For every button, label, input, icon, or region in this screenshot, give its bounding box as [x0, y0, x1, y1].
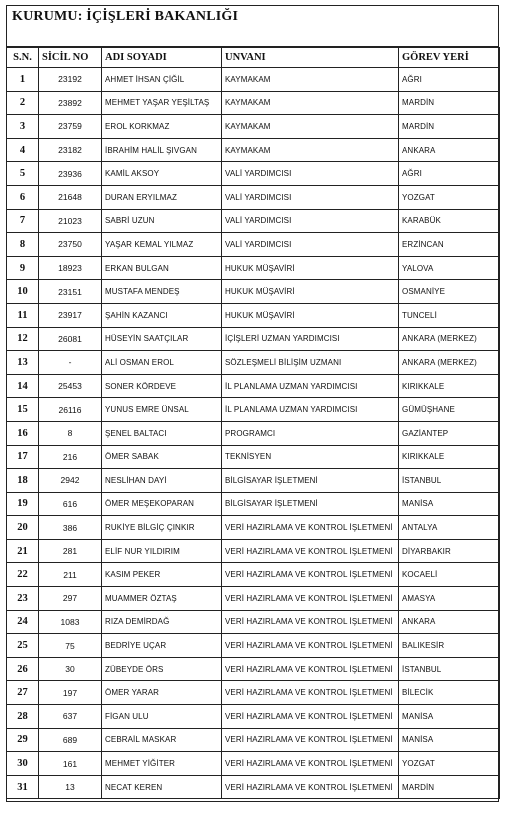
- row-adi-soyadi: CEBRAİL MASKAR: [102, 728, 222, 752]
- row-adi-soyadi: ŞAHİN KAZANCI: [102, 303, 222, 327]
- row-sn: 14: [7, 374, 39, 398]
- personnel-table: [6, 47, 500, 799]
- row-sn: 31: [7, 775, 39, 799]
- row-gorev-yeri: TUNCELİ: [399, 303, 500, 327]
- row-sn: 3: [7, 115, 39, 139]
- table-row: [7, 539, 500, 563]
- row-sn: 8: [7, 233, 39, 257]
- row-adi-soyadi: ERKAN BULGAN: [102, 256, 222, 280]
- row-sicil-no: 26081: [39, 327, 102, 351]
- row-gorev-yeri: MARDİN: [399, 115, 500, 139]
- row-sicil-no: 23151: [39, 280, 102, 304]
- table-row: [7, 209, 500, 233]
- row-unvani: SÖZLEŞMELİ BİLİŞİM UZMANI: [222, 351, 399, 375]
- row-adi-soyadi: ALİ OSMAN EROL: [102, 351, 222, 375]
- row-sicil-no: 689: [39, 728, 102, 752]
- row-unvani: VALİ YARDIMCISI: [222, 162, 399, 186]
- row-sn: 1: [7, 68, 39, 92]
- table-header-row: [7, 48, 500, 68]
- row-unvani: HUKUK MÜŞAVİRİ: [222, 256, 399, 280]
- row-gorev-yeri: ANTALYA: [399, 516, 500, 540]
- row-sicil-no: 13: [39, 775, 102, 799]
- row-unvani: VERİ HAZIRLAMA VE KONTROL İŞLETMENİ: [222, 775, 399, 799]
- row-unvani: TEKNİSYEN: [222, 445, 399, 469]
- row-gorev-yeri: İSTANBUL: [399, 469, 500, 493]
- table-row: [7, 634, 500, 658]
- row-sn: 29: [7, 728, 39, 752]
- row-gorev-yeri: GAZİANTEP: [399, 421, 500, 445]
- row-gorev-yeri: MANİSA: [399, 705, 500, 729]
- row-gorev-yeri: KIRIKKALE: [399, 374, 500, 398]
- header-sn: S.N.: [7, 48, 39, 68]
- row-sicil-no: 23750: [39, 233, 102, 257]
- row-adi-soyadi: RIZA DEMİRDAĞ: [102, 610, 222, 634]
- row-sn: 23: [7, 587, 39, 611]
- table-row: [7, 138, 500, 162]
- row-sicil-no: 75: [39, 634, 102, 658]
- table-row: [7, 610, 500, 634]
- row-sn: 18: [7, 469, 39, 493]
- row-sicil-no: 26116: [39, 398, 102, 422]
- row-unvani: KAYMAKAM: [222, 68, 399, 92]
- row-gorev-yeri: ANKARA: [399, 610, 500, 634]
- row-gorev-yeri: MANİSA: [399, 492, 500, 516]
- row-unvani: VALİ YARDIMCISI: [222, 185, 399, 209]
- row-unvani: VERİ HAZIRLAMA VE KONTROL İŞLETMENİ: [222, 752, 399, 776]
- row-gorev-yeri: AMASYA: [399, 587, 500, 611]
- row-unvani: VERİ HAZIRLAMA VE KONTROL İŞLETMENİ: [222, 657, 399, 681]
- row-unvani: BİLGİSAYAR İŞLETMENİ: [222, 469, 399, 493]
- row-adi-soyadi: ŞENEL BALTACI: [102, 421, 222, 445]
- row-sicil-no: 2942: [39, 469, 102, 493]
- row-gorev-yeri: ANKARA (MERKEZ): [399, 327, 500, 351]
- row-unvani: VERİ HAZIRLAMA VE KONTROL İŞLETMENİ: [222, 587, 399, 611]
- table-row: [7, 256, 500, 280]
- table-row: [7, 115, 500, 139]
- table-row: [7, 421, 500, 445]
- row-sicil-no: 281: [39, 539, 102, 563]
- table-row: [7, 469, 500, 493]
- table-row: [7, 752, 500, 776]
- row-sicil-no: 23892: [39, 91, 102, 115]
- row-unvani: VERİ HAZIRLAMA VE KONTROL İŞLETMENİ: [222, 728, 399, 752]
- table-row: [7, 445, 500, 469]
- row-unvani: HUKUK MÜŞAVİRİ: [222, 303, 399, 327]
- row-adi-soyadi: YAŞAR KEMAL YILMAZ: [102, 233, 222, 257]
- table-row: [7, 68, 500, 92]
- row-gorev-yeri: AĞRI: [399, 68, 500, 92]
- row-sn: 7: [7, 209, 39, 233]
- row-sn: 6: [7, 185, 39, 209]
- row-unvani: VERİ HAZIRLAMA VE KONTROL İŞLETMENİ: [222, 516, 399, 540]
- row-gorev-yeri: MARDİN: [399, 91, 500, 115]
- row-unvani: VERİ HAZIRLAMA VE KONTROL İŞLETMENİ: [222, 705, 399, 729]
- row-unvani: VERİ HAZIRLAMA VE KONTROL İŞLETMENİ: [222, 634, 399, 658]
- row-sn: 4: [7, 138, 39, 162]
- row-adi-soyadi: EROL KORKMAZ: [102, 115, 222, 139]
- row-sicil-no: 23917: [39, 303, 102, 327]
- row-adi-soyadi: AHMET İHSAN ÇİĞİL: [102, 68, 222, 92]
- row-gorev-yeri: MARDİN: [399, 775, 500, 799]
- row-sicil-no: 23182: [39, 138, 102, 162]
- row-gorev-yeri: GÜMÜŞHANE: [399, 398, 500, 422]
- table-row: [7, 185, 500, 209]
- row-adi-soyadi: SONER KÖRDEVE: [102, 374, 222, 398]
- row-unvani: KAYMAKAM: [222, 91, 399, 115]
- header-sicil-no: SİCİL NO: [39, 48, 102, 68]
- row-sicil-no: 8: [39, 421, 102, 445]
- row-gorev-yeri: MANİSA: [399, 728, 500, 752]
- table-row: [7, 492, 500, 516]
- row-unvani: İL PLANLAMA UZMAN YARDIMCISI: [222, 374, 399, 398]
- row-sicil-no: 211: [39, 563, 102, 587]
- row-sn: 11: [7, 303, 39, 327]
- row-adi-soyadi: ÖMER SABAK: [102, 445, 222, 469]
- table-row: [7, 775, 500, 799]
- row-adi-soyadi: DURAN ERYILMAZ: [102, 185, 222, 209]
- table-row: [7, 91, 500, 115]
- row-sn: 22: [7, 563, 39, 587]
- table-row: [7, 162, 500, 186]
- row-adi-soyadi: NESLİHAN DAYİ: [102, 469, 222, 493]
- row-sn: 5: [7, 162, 39, 186]
- row-sn: 30: [7, 752, 39, 776]
- row-sn: 15: [7, 398, 39, 422]
- row-sicil-no: 21648: [39, 185, 102, 209]
- row-adi-soyadi: MEHMET YİĞİTER: [102, 752, 222, 776]
- header-unvani: UNVANI: [222, 48, 399, 68]
- row-unvani: VERİ HAZIRLAMA VE KONTROL İŞLETMENİ: [222, 610, 399, 634]
- row-sn: 9: [7, 256, 39, 280]
- row-unvani: VERİ HAZIRLAMA VE KONTROL İŞLETMENİ: [222, 563, 399, 587]
- row-unvani: BİLGİSAYAR İŞLETMENİ: [222, 492, 399, 516]
- row-sicil-no: 23936: [39, 162, 102, 186]
- institution-title: KURUMU: İÇİŞLERİ BAKANLIĞI: [12, 9, 239, 24]
- row-adi-soyadi: HÜSEYİN SAATÇILAR: [102, 327, 222, 351]
- table-row: [7, 681, 500, 705]
- row-gorev-yeri: KARABÜK: [399, 209, 500, 233]
- table-row: [7, 303, 500, 327]
- row-gorev-yeri: ERZİNCAN: [399, 233, 500, 257]
- row-unvani: VALİ YARDIMCISI: [222, 233, 399, 257]
- row-sicil-no: 23192: [39, 68, 102, 92]
- row-adi-soyadi: NECAT KEREN: [102, 775, 222, 799]
- table-body: [7, 68, 500, 799]
- row-adi-soyadi: KAMİL AKSOY: [102, 162, 222, 186]
- row-sicil-no: 161: [39, 752, 102, 776]
- row-sicil-no: -: [39, 351, 102, 375]
- header-gorev-yeri: GÖREV YERİ: [399, 48, 500, 68]
- row-sicil-no: 386: [39, 516, 102, 540]
- row-gorev-yeri: YOZGAT: [399, 185, 500, 209]
- row-sn: 21: [7, 539, 39, 563]
- row-sicil-no: 18923: [39, 256, 102, 280]
- row-gorev-yeri: DİYARBAKIR: [399, 539, 500, 563]
- row-adi-soyadi: SABRİ UZUN: [102, 209, 222, 233]
- row-unvani: KAYMAKAM: [222, 138, 399, 162]
- row-sn: 10: [7, 280, 39, 304]
- row-sicil-no: 23759: [39, 115, 102, 139]
- row-adi-soyadi: KASIM PEKER: [102, 563, 222, 587]
- row-adi-soyadi: İBRAHİM HALİL ŞIVGAN: [102, 138, 222, 162]
- row-gorev-yeri: BİLECİK: [399, 681, 500, 705]
- table-row: [7, 351, 500, 375]
- row-gorev-yeri: İSTANBUL: [399, 657, 500, 681]
- header-adi-soyadi: ADI SOYADI: [102, 48, 222, 68]
- table-row: [7, 327, 500, 351]
- row-unvani: VALİ YARDIMCISI: [222, 209, 399, 233]
- row-gorev-yeri: ANKARA (MERKEZ): [399, 351, 500, 375]
- row-unvani: İÇİŞLERİ UZMAN YARDIMCISI: [222, 327, 399, 351]
- row-unvani: PROGRAMCI: [222, 421, 399, 445]
- row-sicil-no: 297: [39, 587, 102, 611]
- row-unvani: İL PLANLAMA UZMAN YARDIMCISI: [222, 398, 399, 422]
- row-adi-soyadi: YUNUS EMRE ÜNSAL: [102, 398, 222, 422]
- row-sn: 25: [7, 634, 39, 658]
- row-sicil-no: 216: [39, 445, 102, 469]
- row-sn: 13: [7, 351, 39, 375]
- row-adi-soyadi: MUSTAFA MENDEŞ: [102, 280, 222, 304]
- row-gorev-yeri: BALIKESİR: [399, 634, 500, 658]
- row-gorev-yeri: ANKARA: [399, 138, 500, 162]
- row-gorev-yeri: OSMANİYE: [399, 280, 500, 304]
- row-sicil-no: 197: [39, 681, 102, 705]
- row-sicil-no: 637: [39, 705, 102, 729]
- row-adi-soyadi: ÖMER YARAR: [102, 681, 222, 705]
- row-unvani: KAYMAKAM: [222, 115, 399, 139]
- row-sn: 27: [7, 681, 39, 705]
- row-adi-soyadi: MEHMET YAŞAR YEŞİLTAŞ: [102, 91, 222, 115]
- row-gorev-yeri: KIRIKKALE: [399, 445, 500, 469]
- row-sicil-no: 21023: [39, 209, 102, 233]
- institution-title-bar: [6, 5, 499, 47]
- table-row: [7, 587, 500, 611]
- table-row: [7, 657, 500, 681]
- table-row: [7, 705, 500, 729]
- row-sicil-no: 25453: [39, 374, 102, 398]
- row-unvani: HUKUK MÜŞAVİRİ: [222, 280, 399, 304]
- row-sn: 16: [7, 421, 39, 445]
- row-gorev-yeri: AĞRI: [399, 162, 500, 186]
- row-sn: 28: [7, 705, 39, 729]
- row-adi-soyadi: FİGAN ULU: [102, 705, 222, 729]
- table-row: [7, 374, 500, 398]
- row-sicil-no: 1083: [39, 610, 102, 634]
- row-sn: 19: [7, 492, 39, 516]
- row-adi-soyadi: BEDRİYE UÇAR: [102, 634, 222, 658]
- row-gorev-yeri: YALOVA: [399, 256, 500, 280]
- row-adi-soyadi: ELİF NUR YILDIRIM: [102, 539, 222, 563]
- row-adi-soyadi: RUKİYE BİLGİÇ ÇINKIR: [102, 516, 222, 540]
- row-sn: 26: [7, 657, 39, 681]
- row-sn: 20: [7, 516, 39, 540]
- row-sicil-no: 616: [39, 492, 102, 516]
- row-sn: 2: [7, 91, 39, 115]
- row-sicil-no: 30: [39, 657, 102, 681]
- row-gorev-yeri: YOZGAT: [399, 752, 500, 776]
- row-sn: 24: [7, 610, 39, 634]
- row-sn: 12: [7, 327, 39, 351]
- table-row: [7, 728, 500, 752]
- table-row: [7, 563, 500, 587]
- row-unvani: VERİ HAZIRLAMA VE KONTROL İŞLETMENİ: [222, 681, 399, 705]
- row-gorev-yeri: KOCAELİ: [399, 563, 500, 587]
- row-adi-soyadi: ZÜBEYDE ÖRS: [102, 657, 222, 681]
- row-unvani: VERİ HAZIRLAMA VE KONTROL İŞLETMENİ: [222, 539, 399, 563]
- table-row: [7, 280, 500, 304]
- table-row: [7, 233, 500, 257]
- row-sn: 17: [7, 445, 39, 469]
- row-adi-soyadi: MUAMMER ÖZTAŞ: [102, 587, 222, 611]
- table-row: [7, 516, 500, 540]
- row-adi-soyadi: ÖMER MEŞEKOPARAN: [102, 492, 222, 516]
- table-row: [7, 398, 500, 422]
